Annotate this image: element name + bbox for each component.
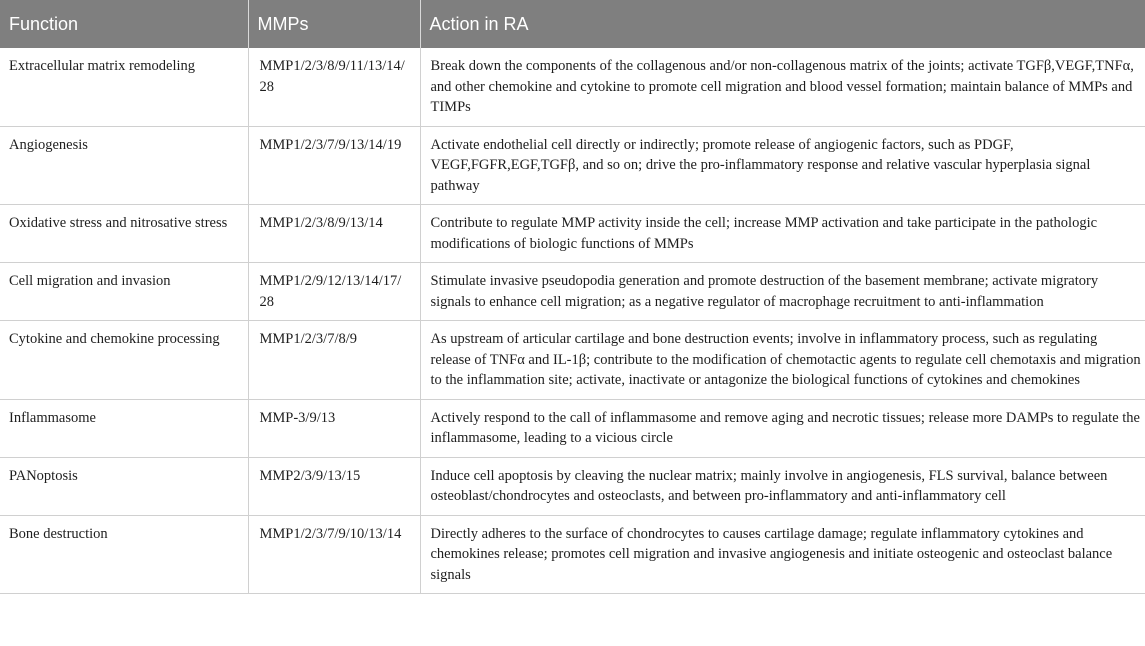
- action-cell: Induce cell apoptosis by cleaving the nuclear matrix; mainly involve in angiogenesis, FLS survival, balance between osteoblast/chondrocytes and osteoclasts, and between pro-inflammatory and anti-inflammatory cell: [420, 457, 1145, 515]
- mmps-cell: [248, 205, 420, 263]
- mmps-value: MMP2/3/9/13/15: [259, 467, 361, 484]
- mmps-value: MMP1/2/9/12/13/14/17/28: [259, 273, 402, 310]
- function-cell: PANoptosis: [0, 457, 248, 515]
- function-cell: Bone destruction: [0, 515, 248, 594]
- mmps-cell: [248, 321, 420, 400]
- action-cell: Stimulate invasive pseudopodia generation and promote destruction of the basement membrane; activate migratory signals to enhance cell migration; as a negative regulator of macrophage recruitment to anti-inflammation: [420, 263, 1145, 321]
- action-cell: Break down the components of the collagenous and/or non-collagenous matrix of the joints; activate TGFβ,VEGF,TNFα, and other chemokine and cytokine to promote cell migration and blood vessel formation; maintain balance of MMPs and TIMPs: [420, 48, 1145, 126]
- header-function: Function: [0, 0, 248, 48]
- mmps-cell: [248, 515, 420, 594]
- table-row: [0, 263, 1145, 321]
- mmps-cell: [248, 126, 420, 205]
- mmps-cell: [248, 48, 420, 126]
- mmps-value: MMP1/2/3/8/9/13/14: [259, 215, 383, 231]
- table-header: [0, 0, 1145, 48]
- action-cell: Directly adheres to the surface of chondrocytes to causes cartilage damage; regulate inflammatory cytokines and chemokines release; promotes cell migration and invasive angiogenesis and initiate osteogenic and osteoclast balance signals: [420, 515, 1145, 594]
- mmps-cell: [248, 457, 420, 515]
- action-cell: Contribute to regulate MMP activity inside the cell; increase MMP activation and take participate in the pathologic modifications of biologic functions of MMPs: [420, 205, 1145, 263]
- table-row: [0, 321, 1145, 400]
- table-row: [0, 126, 1145, 205]
- function-cell: Inflammasome: [0, 399, 248, 457]
- function-cell: Cytokine and chemokine processing: [0, 321, 248, 400]
- mmps-value: MMP1/2/3/7/8/9: [259, 331, 358, 347]
- mmps-value: MMP1/2/3/7/9/10/13/14: [259, 525, 402, 542]
- function-cell: Angiogenesis: [0, 126, 248, 205]
- function-cell: Extracellular matrix remodeling: [0, 48, 248, 126]
- header-action: Action in RA: [420, 0, 1145, 48]
- header-mmps: MMPs: [248, 0, 420, 48]
- table-row: [0, 399, 1145, 457]
- mmps-cell: [248, 399, 420, 457]
- action-cell: Activate endothelial cell directly or indirectly; promote release of angiogenic factors, such as PDGF, VEGF,FGFR,EGF,TGFβ, and so on; drive the pro-inflammatory response and relative vascular hyperplasia signal pathway: [420, 126, 1145, 205]
- header-row: [0, 0, 1145, 48]
- table-row: [0, 48, 1145, 126]
- function-cell: Cell migration and invasion: [0, 263, 248, 321]
- action-cell: Actively respond to the call of inflammasome and remove aging and necrotic tissues; release more DAMPs to regulate the inflammasome, leading to a vicious circle: [420, 399, 1145, 457]
- mmps-cell: [248, 263, 420, 321]
- table-body: [0, 48, 1145, 594]
- mmps-value: MMP-3/9/13: [259, 409, 336, 426]
- action-cell: As upstream of articular cartilage and bone destruction events; involve in inflammatory process, such as regulating release of TNFα and IL-1β; contribute to the modification of chemotactic agents to regulate cell chemotaxis and migration to the inflammation site; activate, inactivate or antagonize the biological functions of cytokines and chemokines: [420, 321, 1145, 400]
- function-cell: Oxidative stress and nitrosative stress: [0, 205, 248, 263]
- mmps-value: MMP1/2/3/8/9/11/13/14/28: [259, 58, 405, 95]
- table-row: [0, 205, 1145, 263]
- table-row: [0, 457, 1145, 515]
- mmps-value: MMP1/2/3/7/9/13/14/19: [259, 136, 402, 153]
- table-row: [0, 515, 1145, 594]
